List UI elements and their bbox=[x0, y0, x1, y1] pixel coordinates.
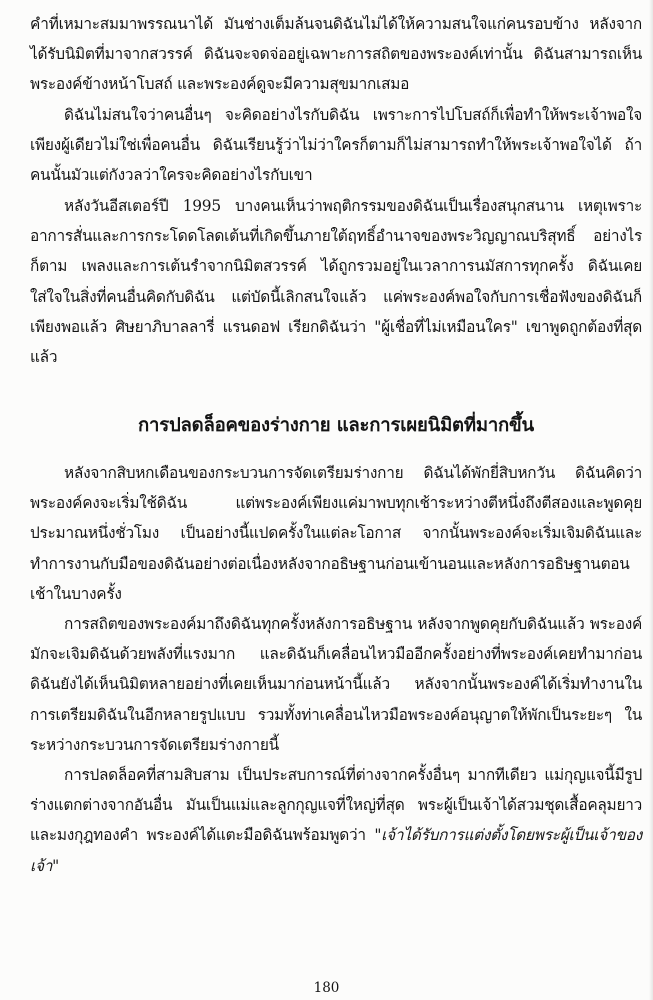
italic-quote: "เจ้าได้รับการแต่งตั้งโดยพระผู้เป็นเจ้าของเจ้า" bbox=[30, 826, 642, 875]
section-paragraph-1: หลังจากสิบหกเดือนของกระบวนการจัดเตรียมร่างกาย ดิฉันได้พักยี่สิบหกวัน ดิฉันคิดว่า พระองค์คงจะเริ่มใช้ดิฉัน แต่พระองค์เพียงแค่มาพบทุกเช้าระหว่างตีหนึ่งถึงตีสองและพูดคุยประมาณหนึ่งชั่วโมง เป็นอย่างนี้แปดครั้งในแต่ละโอกาส จากนั้นพระองค์จะเริ่มเจิมดิฉันและทำการงานกับมือของดิฉันอย่างต่อเนื่องหลังจากอธิษฐานก่อนเข้านอนและหลังการอธิษฐานตอนเช้าในบางครั้ง bbox=[30, 464, 642, 603]
section-paragraph-3-text: การปลดล็อคที่สามสิบสาม เป็นประสบการณ์ที่ต่างจากครั้งอื่นๆ มากทีเดียว แม่กุญแจนี้มีรูปร่างแตกต่างจากอันอื่น มันเป็นแม่และลูกกุญแจที่ใหญ่ที่สุด พระผู้เป็นเจ้าได้สวมชุดเสื้อคลุมยาวและมงกุฎทองคำ พระองค์ได้แตะมือดิฉันพร้อมพูดว่า bbox=[30, 766, 642, 845]
paragraph-3: หลังวันอีสเตอร์ปี 1995 บางคนเห็นว่าพฤติกรรมของดิฉันเป็นเรื่องสนุกสนาน เหตุเพราะอาการสั่นและการกระโดดโลดเต้นที่เกิดขึ้นภายใต้ฤทธิ์อำนาจของพระวิญญาณบริสุทธิ์ อย่างไรก็ตาม เพลงและการเต้นรำจากนิมิตสวรรค์ ได้ถูกรวมอยู่ในเวลาการนมัสการทุกครั้ง ดิฉันเคยใส่ใจในสิ่งที่คนอื่นคิดกับดิฉัน แต่บัดนี้เลิกสนใจแล้ว แค่พระองค์พอใจกับการเชื่อฟังของดิฉันก็เพียงพอแล้ว ศิษยาภิบาลลารี่ แรนดอฟ เรียกดิฉันว่า "ผู้เชื่อที่ไม่เหมือนใคร" เขาพูดถูกต้องที่สุดแล้ว bbox=[30, 197, 642, 367]
page-number: 180 bbox=[313, 980, 340, 996]
page-edge-shadow bbox=[649, 0, 653, 1000]
section-paragraph-3 bbox=[30, 760, 642, 881]
paragraph-1: คำที่เหมาะสมมาพรรณนาได้ มันช่างเต็มล้นจนดิฉันไม่ได้ให้ความสนใจแก่คนรอบข้าง หลังจากได้รับนิมิตที่มาจากสวรรค์ ดิฉันจะจดจ่ออยู่เฉพาะการสถิตของพระองค์เท่านั้น ดิฉันสามารถเห็นพระองค์ข้างหน้าโบสถ์ และพระองค์ดูจะมีความสุขมากเสมอ bbox=[30, 15, 642, 94]
section-heading: การปลดล็อคของร่างกาย และการเผยนิมิตที่มากขึ้น bbox=[138, 415, 534, 436]
paragraph-2: ดิฉันไม่สนใจว่าคนอื่นๆ จะคิดอย่างไรกับดิฉัน เพราะการไปโบสถ์ก็เพื่อทำให้พระเจ้าพอใจเพียงผู้เดียวไม่ใช่เพื่อคนอื่น ดิฉันเรียนรู้ว่าไม่ว่าใครก็ตามก็ไม่สามารถทำให้พระเจ้าพอใจได้ ถ้าคนนั้นมัวแต่กังวลว่าใครจะคิดอย่างไรกับเขา bbox=[30, 106, 642, 185]
section-paragraph-2: การสถิตของพระองค์มาถึงดิฉันทุกครั้งหลังการอธิษฐาน หลังจากพูดคุยกับดิฉันแล้ว พระองค์มักจะเจิมดิฉันด้วยพลังที่แรงมาก และดิฉันก็เคลื่อนไหวมืออีกครั้งอย่างที่พระองค์เคยทำมาก่อน ดิฉันยังได้เห็นนิมิตหลายอย่างที่เคยเห็นมาก่อนหน้านี้แล้ว หลังจากนั้นพระองค์ได้เริ่มทำงานในการเตรียมดิฉันในอีกหลายรูปแบบ รวมทั้งท่าเคลื่อนไหวมือพระองค์อนุญาตให้พักเป็นระยะๆ ในระหว่างกระบวนการจัดเตรียมร่างกายนี้ bbox=[30, 615, 642, 754]
